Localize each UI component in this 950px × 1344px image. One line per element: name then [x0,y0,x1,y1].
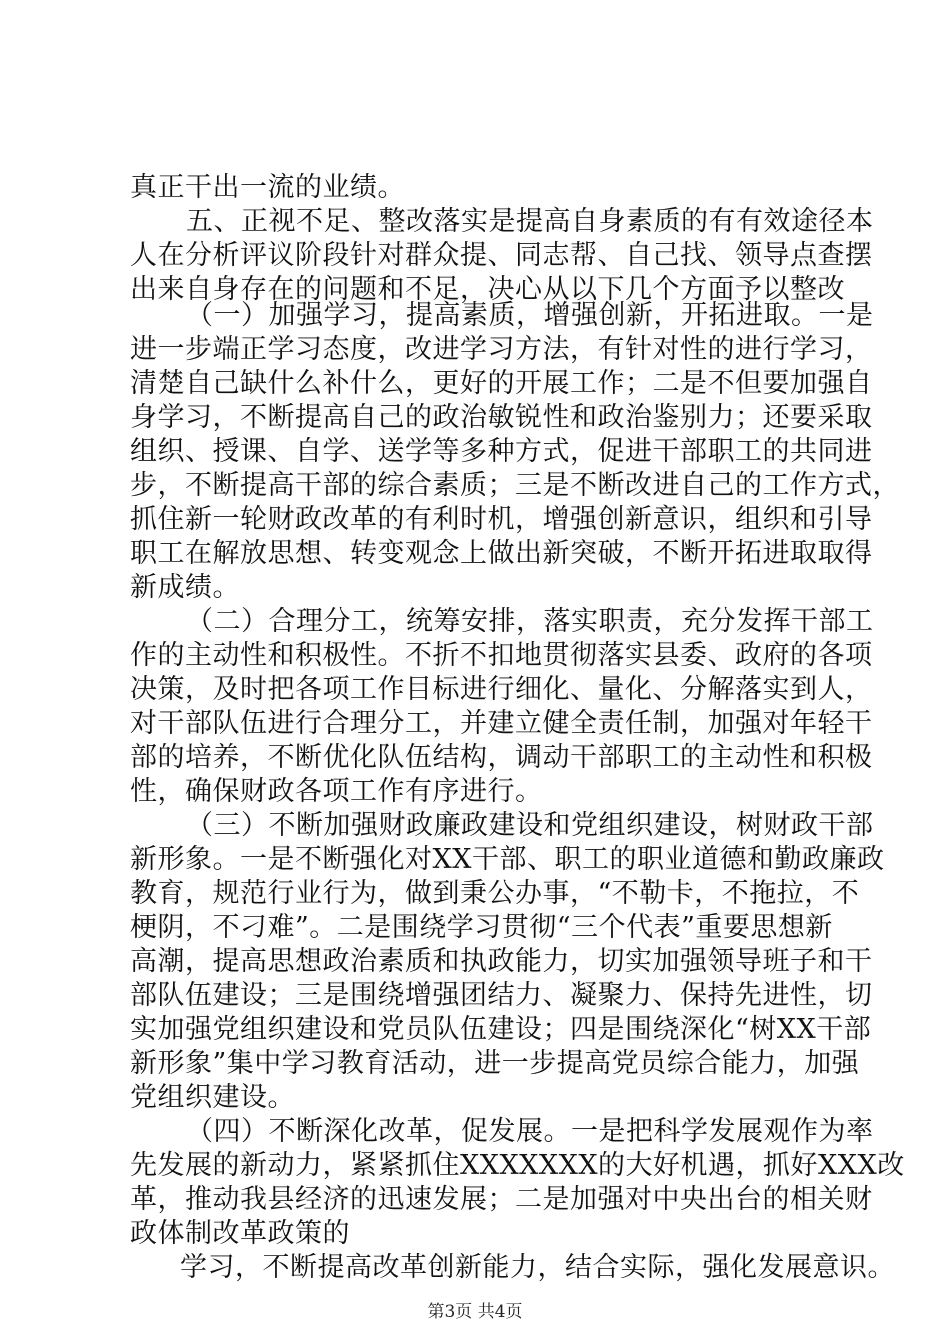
text-line: 革，推动我县经济的迅速发展；二是加强对中央出台的相关财 [130,1184,873,1215]
text-line: 身学习，不断提高自己的政治敏锐性和政治鉴别力；还要采取 [130,402,873,433]
text-line: 梗阴，不刁难”。二是围绕学习贯彻“三个代表”重要思想新 [130,912,833,943]
text-line: 政体制改革政策的 [130,1218,350,1249]
paragraph-heading: （二）合理分工，统筹安排，落实职责，充分发挥干部工 [186,606,874,637]
paragraph-heading: 五、正视不足、整改落实是提高自身素质的有有效途径本 [186,206,874,237]
text-line: 高潮，提高思想政治素质和执政能力，切实加强领导班子和干 [130,946,873,977]
text-line: 新成绩。 [130,572,240,603]
text-line: 学习，不断提高改革创新能力，结合实际，强化发展意识。 [180,1252,895,1283]
text-line: 人在分析评议阶段针对群众提、同志帮、自己找、领导点查摆 [130,240,873,271]
text-line: 党组织建设。 [130,1082,295,1113]
text-line: 真正干出一流的业绩。 [130,172,405,203]
text-line: 实加强党组织建设和党员队伍建设；四是围绕深化“树XX干部 [130,1014,872,1045]
paragraph-heading: （三）不断加强财政廉政建设和党组织建设，树财政干部 [186,810,874,841]
text-line: 职工在解放思想、转变观念上做出新突破，不断开拓进取取得 [130,538,873,569]
text-line: 清楚自己缺什么补什么，更好的开展工作；二是不但要加强自 [130,368,873,399]
text-line: 新形象”集中学习教育活动，进一步提高党员综合能力，加强 [130,1048,860,1079]
text-line: 出来自身存在的问题和不足，决心从以下几个方面予以整改 [130,274,845,305]
text-line: 进一步端正学习态度，改进学习方法，有针对性的进行学习， [130,334,873,365]
text-line: 步，不断提高干部的综合素质；三是不断改进自己的工作方式， [130,470,900,501]
text-line: 新形象。一是不断强化对XX干部、职工的职业道德和勤政廉政 [130,844,885,875]
text-line: 组织、授课、自学、送学等多种方式，促进干部职工的共同进 [130,436,873,467]
text-line: 作的主动性和积极性。不折不扣地贯彻落实县委、政府的各项 [130,640,873,671]
text-line: 部的培养，不断优化队伍结构，调动干部职工的主动性和积极 [130,742,873,773]
text-line: 教育，规范行业行为，做到秉公办事，“不勒卡，不拖拉，不 [130,878,860,909]
text-line: 决策，及时把各项工作目标进行细化、量化、分解落实到人， [130,674,873,705]
text-line: 部队伍建设；三是围绕增强团结力、凝聚力、保持先进性，切 [130,980,873,1011]
text-line: 性，确保财政各项工作有序进行。 [130,776,543,807]
text-line: 对干部队伍进行合理分工，并建立健全责任制，加强对年轻干 [130,708,873,739]
text-line: 先发展的新动力，紧紧抓住XXXXXXX的大好机遇，抓好XXX改 [130,1150,905,1181]
page-number-footer: 第3页 共4页 [427,1302,523,1322]
paragraph-heading: （四）不断深化改革，促发展。一是把科学发展观作为率 [186,1116,874,1147]
text-line: 抓住新一轮财政改革的有利时机，增强创新意识，组织和引导 [130,504,873,535]
paragraph-heading: （一）加强学习，提高素质，增强创新，开拓进取。一是 [186,300,874,331]
